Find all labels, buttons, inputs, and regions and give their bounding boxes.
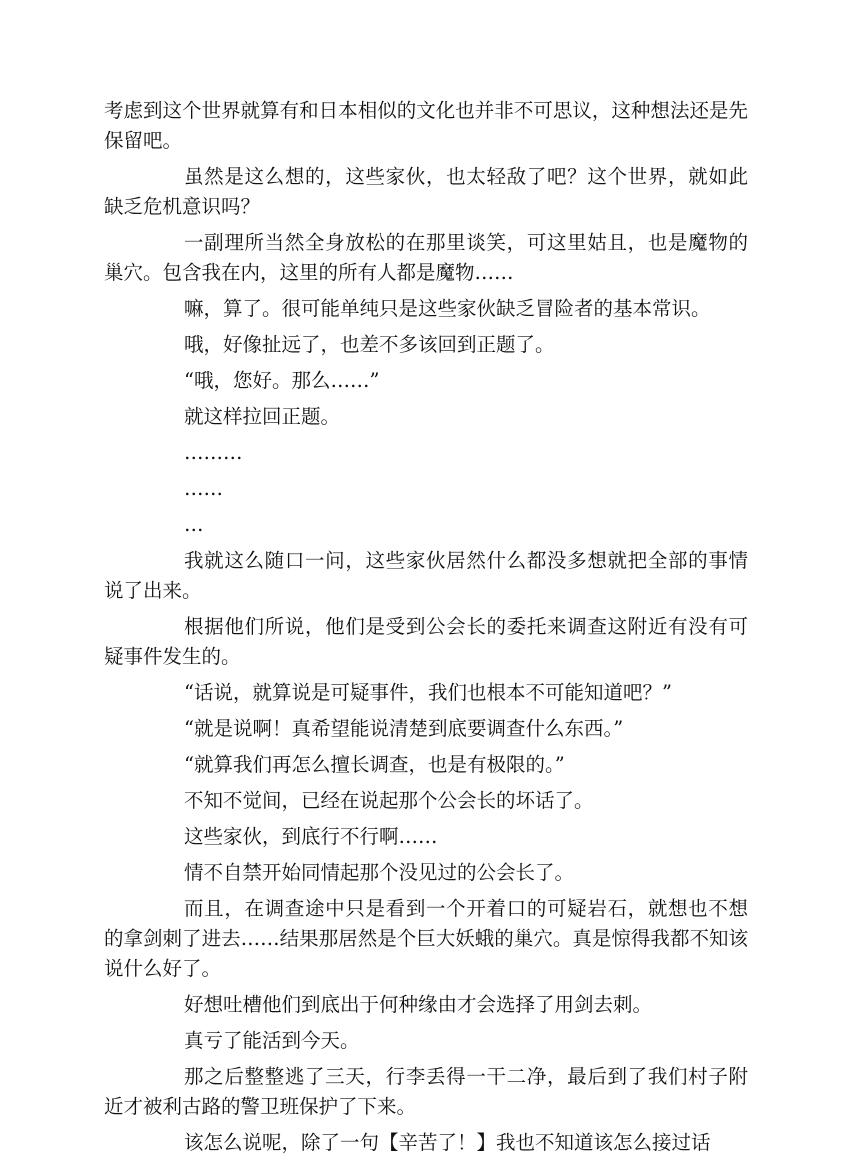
paragraph: 真亏了能活到今天。 <box>184 1029 360 1052</box>
paragraph: “话说，就算说是可疑事件，我们也根本不可能知道吧？” <box>184 681 672 704</box>
paragraph: 就这样拉回正题。 <box>184 405 341 428</box>
paragraph: 而且，在调查途中只是看到一个开着口的可疑岩石，就想也不想的拿剑刺了进去……结果那居然是个巨大妖蛾的巢穴。真是惊得我都不知该说什么好了。 <box>104 897 748 980</box>
paragraph: 我就这么随口一问，这些家伙居然什么都没多想就把全部的事情说了出来。 <box>104 549 748 602</box>
paragraph: 好想吐槽他们到底出于何种缘由才会选择了用剑去刺。 <box>184 993 653 1016</box>
paragraph: “哦，您好。那么……” <box>184 369 380 392</box>
paragraph: 这些家伙，到底行不行啊…… <box>184 825 438 848</box>
paragraph: ……… <box>184 441 243 464</box>
paragraph: 该怎么说呢，除了一句【辛苦了！】我也不知道该怎么接过话 <box>184 1131 711 1154</box>
paragraph: 情不自禁开始同情起那个没见过的公会长了。 <box>184 861 575 884</box>
paragraph: 不知不觉间，已经在说起那个公会长的坏话了。 <box>184 789 594 812</box>
paragraph: 虽然是这么想的，这些家伙，也太轻敌了吧？这个世界，就如此缺乏危机意识吗？ <box>104 165 748 218</box>
paragraph: “就是说啊！真希望能说清楚到底要调查什么东西。” <box>184 717 624 740</box>
paragraph: … <box>184 513 204 536</box>
paragraph: 一副理所当然全身放松的在那里谈笑，可这里姑且，也是魔物的巢穴。包含我在内，这里的所有人都是魔物…… <box>104 231 748 284</box>
paragraph: 根据他们所说，他们是受到公会长的委托来调查这附近有没有可疑事件发生的。 <box>104 615 748 668</box>
body-text <box>104 96 748 1164</box>
paragraph: 哦，好像扯远了，也差不多该回到正题了。 <box>184 333 555 356</box>
paragraph: 考虑到这个世界就算有和日本相似的文化也并非不可思议，这种想法还是先保留吧。 <box>104 99 748 152</box>
paragraph: …… <box>184 477 223 500</box>
paragraph: “就算我们再怎么擅长调查，也是有极限的。” <box>184 753 565 776</box>
paragraph: 嘛，算了。很可能单纯只是这些家伙缺乏冒险者的基本常识。 <box>184 297 711 320</box>
paragraph: 那之后整整逃了三天，行李丢得一干二净，最后到了我们村子附近才被利古路的警卫班保护了下来。 <box>104 1065 748 1118</box>
